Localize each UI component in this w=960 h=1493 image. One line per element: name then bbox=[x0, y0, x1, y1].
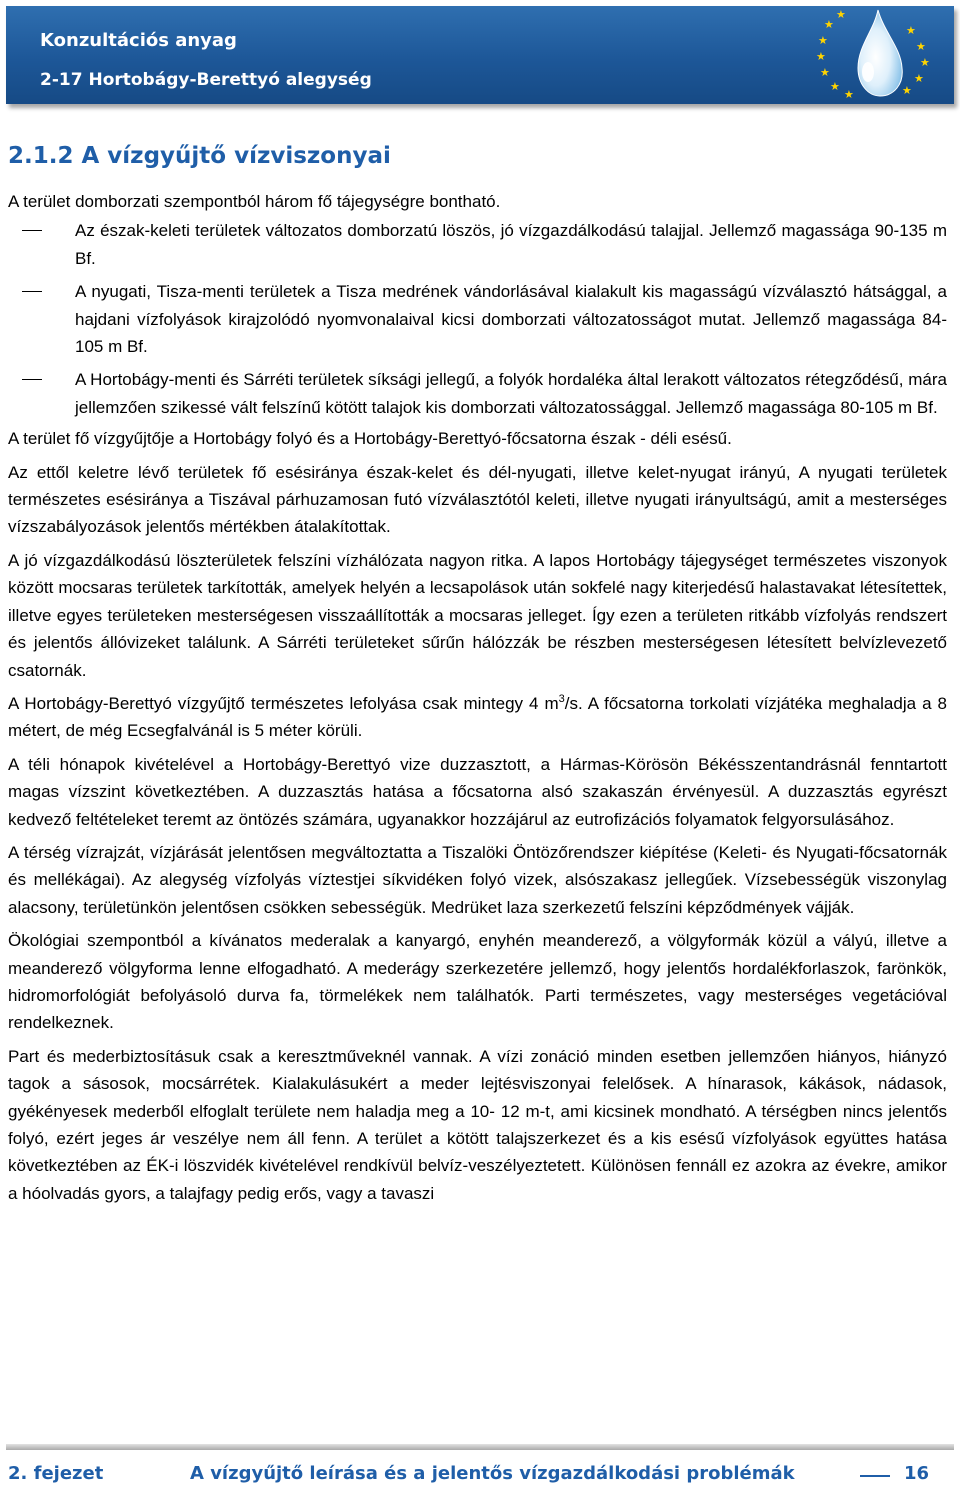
bullet-text: Az észak-keleti területek változatos domborzatú löszös, jó vízgazdálkodású talajjal. Jellemző magassága 90-135 m Bf. bbox=[75, 221, 947, 268]
dash-bullet-icon bbox=[22, 230, 42, 231]
svg-text:★: ★ bbox=[818, 34, 828, 47]
list-item bbox=[8, 278, 947, 360]
header-subtitle: 2-17 Hortobágy-Berettyó alegység bbox=[40, 70, 372, 90]
svg-text:★: ★ bbox=[906, 24, 916, 37]
paragraph-ecology: Ökológiai szempontból a kívánatos mederalak a kanyargó, enyhén meanderező, a völgyformák közül a vályú, illetve a meanderező völgyforma lenne elfogadható. A mederágy szerkezetére jellemző, hogy jelentős hordalékforlaszok, farönkök, hidromorfológiát befolyásoló durva fa, törmelékek nem találhatók. Parti természetes, vagy mesterséges vegetációval rendelkeznek. bbox=[8, 931, 947, 1033]
svg-text:★: ★ bbox=[902, 84, 912, 97]
bullet-text: A nyugati, Tisza-menti területek a Tisza medrének vándorlásával kialakult kis magasságú vízválasztó hátsággal, a hajdani vízfolyások kirajzolódó nyomvonalaival kicsi domborzati változatosságot mutat. Jellemző magassága 84-105 m Bf. bbox=[75, 282, 947, 357]
runoff-text-end: /s. A főcsatorna torkolati vízjátéka meghaladja a 8 métert, de még Ecsegfalvánál is 5 méter körüli. bbox=[8, 693, 947, 741]
dash-bullet-icon bbox=[22, 379, 42, 380]
paragraph-runoff bbox=[8, 690, 947, 745]
paragraph-bank-protection: Part és mederbiztosításuk csak a keresztműveknél vannak. A vízi zonáció minden esetben jellemzően hiányos, hiányzó tagok a sásosok, mocsárrétek. Kialakulásukért a meder lejtésviszonyai felelősek. A hínarasok, kákások, nádasok, gyékényesek mederből elfoglalt területe nem haladja meg a 10- 12 m-t, ami kicsinek mondható. A térségben nincs jelentős folyó, ezért jeges ár veszélye nem áll fenn. A terület a kötött talajszerkezet és a kis esésű vízfolyások együttes hatása következtében az ÉK-i löszvidék kivételével rendkívül belvíz-veszélyeztetett. Különösen fennáll ez azokra az évekre, amikor a hóolvadás gyors, a talajfagy pedig erős, vagy a tavaszi bbox=[8, 1046, 947, 1203]
paragraph-main-catchment: A terület fő vízgyűjtője a Hortobágy folyó és a Hortobágy-Berettyó-főcsatorna észak - déli esésű. bbox=[8, 429, 732, 449]
footer-title: A vízgyűjtő leírása és a jelentős vízgazdálkodási problémák bbox=[190, 1463, 795, 1484]
bullet-text: A Hortobágy-menti és Sárréti területek síksági jellegű, a folyók hordaléka által lerakott változatos rétegződésű, mára jellemzően szikessé vált felszínű kötött talajok kis domborzati változatossággal. Jellemző magassága 80-105 m Bf. bbox=[75, 370, 947, 417]
svg-text:★: ★ bbox=[920, 56, 930, 69]
superscript-3: 3 bbox=[558, 692, 565, 705]
bullet-list bbox=[8, 217, 947, 421]
svg-text:★: ★ bbox=[830, 80, 840, 93]
svg-text:★: ★ bbox=[820, 66, 830, 79]
footer-divider bbox=[6, 1444, 954, 1450]
svg-text:★: ★ bbox=[836, 8, 846, 21]
svg-text:★: ★ bbox=[916, 40, 926, 53]
paragraph-hydrography: A térség vízrajzát, vízjárását jelentősen megváltoztatta a Tiszalöki Öntözőrendszer kiépítése (Keleti- és Nyugati-főcsatornák és mellékágai). Az alegység vízfolyás víztestjei síkvidéken folyó vizek, alsószakasz jellegűek. Vízsebességük viszonylag alacsony, területünkön jelentősen csökken sebességük. Medrüket laza szerkezetű felszíni képződmények vájják. bbox=[8, 842, 947, 917]
paragraph-damming: A téli hónapok kivételével a Hortobágy-Berettyó vize duzzasztott, a Hármas-Körösön Békésszentandrásnál fenntartott magas vízszint következtében. A duzzasztás hatása a főcsatorna alsó szakaszán érvényesül. A duzzasztás egyrészt kedvező feltételeket teremt az öntözés számára, ugyanakkor hozzájárul az eutrofizációs folyamatok felgyorsulásához. bbox=[8, 754, 947, 829]
svg-text:★: ★ bbox=[844, 88, 854, 101]
svg-text:★: ★ bbox=[914, 72, 924, 85]
page-number: 16 bbox=[904, 1463, 930, 1484]
section-title: 2.1.2 A vízgyűjtő vízviszonyai bbox=[8, 143, 391, 169]
runoff-text-start: A Hortobágy-Berettyó vízgyűjtő természetes lefolyása csak mintegy 4 m bbox=[8, 693, 559, 713]
intro-paragraph: A terület domborzati szempontból három fő tájegységre bontható. bbox=[8, 192, 501, 211]
document-body bbox=[8, 188, 947, 1207]
dash-bullet-icon bbox=[22, 291, 42, 292]
list-item bbox=[8, 366, 947, 421]
paragraph-slope-directions: Az ettől keletre lévő területek fő esésiránya észak-kelet és dél-nyugati, illetve kelet-nyugat irányú, A nyugati területek természetes esésiránya a Tiszával párhuzamosan futó vízválasztótól keleti, illetve nyugati irányultságú, amit a mesterséges vízszabályozások jelentős mértékben átalakítottak. bbox=[8, 462, 947, 537]
list-item bbox=[8, 217, 947, 272]
header-title: Konzultációs anyag bbox=[40, 30, 237, 51]
footer-chapter: 2. fejezet bbox=[8, 1463, 104, 1484]
svg-text:★: ★ bbox=[824, 18, 834, 31]
svg-text:★: ★ bbox=[816, 50, 826, 63]
paragraph-surface-waters: A jó vízgazdálkodású löszterületek felszíni vízhálózata nagyon ritka. A lapos Hortobágy tájegységet természetes viszonyok között mocsaras területek tarkították, amelyek helyén a lecsapolások után sokfelé nagy kiterjedésű halastavakat létesítettek, illetve egyes területeken mesterségesen visszaállították a mocsaras jelleget. Így ezen a területen ritkább vízfolyás rendszert és jelentős állóvizeket találunk. A Sárréti területeket sűrűn hálózzák be részben mesterségesen létesített belvízlevezető csatornák. bbox=[8, 550, 947, 680]
water-drop-logo-icon bbox=[806, 6, 946, 102]
footer-dash bbox=[860, 1475, 890, 1477]
